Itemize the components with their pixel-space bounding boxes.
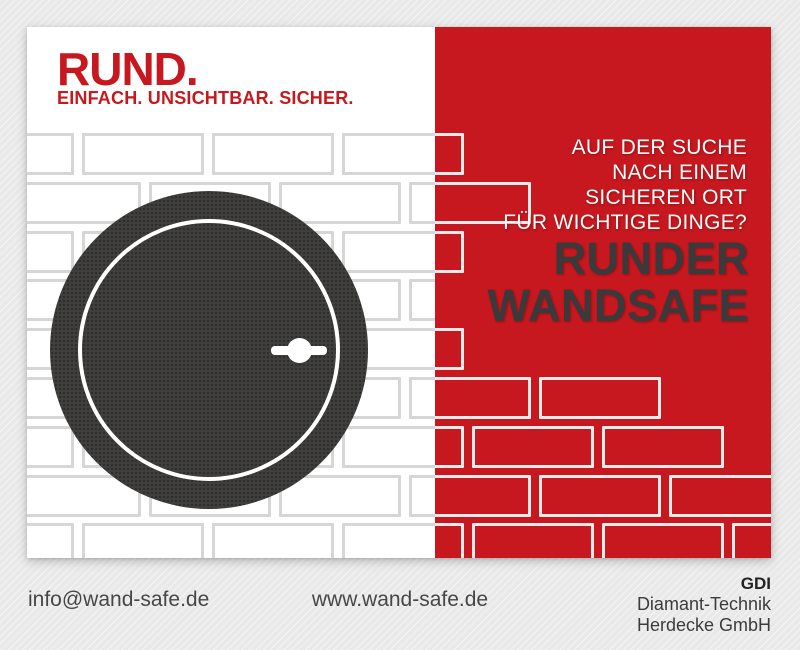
brick xyxy=(435,523,464,558)
safe-dial-icon xyxy=(50,191,368,509)
brick xyxy=(409,182,435,224)
brick xyxy=(539,377,661,419)
brick xyxy=(435,231,464,273)
tagline: EINFACH. UNSICHTBAR. SICHER. xyxy=(57,88,354,108)
brick xyxy=(472,523,594,558)
product-line: WANDSAFE xyxy=(487,280,749,331)
brick xyxy=(409,279,435,321)
flyer-card xyxy=(27,27,771,558)
brick xyxy=(212,133,334,175)
brick xyxy=(27,426,74,468)
brick xyxy=(435,426,464,468)
brick xyxy=(539,475,661,517)
safe-handle-knob-icon xyxy=(287,338,312,363)
brick xyxy=(435,475,531,517)
question-line: AUF DER SUCHE xyxy=(571,136,747,159)
product-name xyxy=(488,235,750,329)
brick xyxy=(342,133,435,175)
brick xyxy=(342,523,435,558)
brick xyxy=(27,133,74,175)
question-line: FÜR WICHTIGE DINGE? xyxy=(503,211,747,234)
page-title: RUND. xyxy=(57,43,198,95)
brick xyxy=(27,523,74,558)
question-text xyxy=(503,135,747,235)
brick xyxy=(435,133,464,175)
brick xyxy=(82,523,204,558)
brick xyxy=(342,426,435,468)
brick xyxy=(602,523,724,558)
company-name-block xyxy=(637,573,771,636)
company-name-line: Herdecke GmbH xyxy=(636,615,771,635)
company-name-line: Diamant-Technik xyxy=(636,594,771,614)
question-line: SICHEREN ORT xyxy=(585,186,747,209)
product-line: RUNDER xyxy=(553,233,749,284)
brick xyxy=(732,523,771,558)
brick xyxy=(409,475,435,517)
brick xyxy=(435,328,464,370)
website-url: www.wand-safe.de xyxy=(311,588,489,611)
brick xyxy=(212,523,334,558)
brick xyxy=(472,426,594,468)
brick xyxy=(669,475,771,517)
brick xyxy=(82,133,204,175)
brick xyxy=(342,231,435,273)
red-brick-wall xyxy=(435,27,771,558)
brick xyxy=(409,377,435,419)
question-line: NACH EINEM xyxy=(612,161,747,184)
contact-email: info@wand-safe.de xyxy=(28,588,210,611)
company-abbreviation: GDI xyxy=(740,574,771,593)
brick xyxy=(602,426,724,468)
brick xyxy=(27,231,74,273)
brick xyxy=(435,377,531,419)
